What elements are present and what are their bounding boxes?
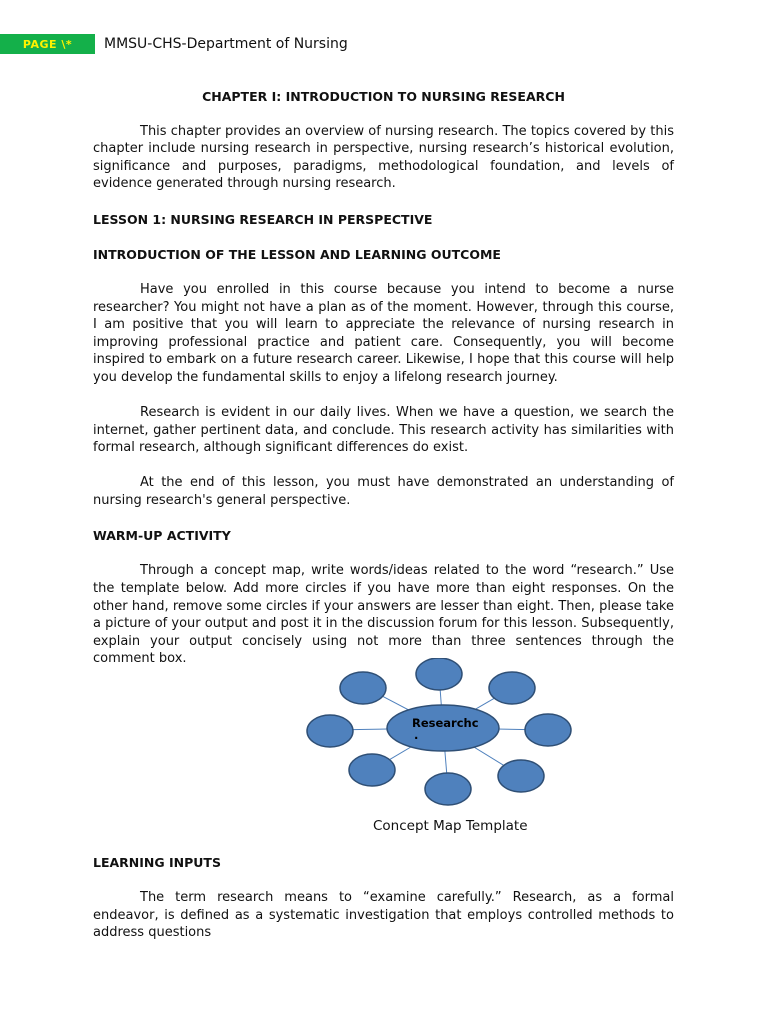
concept-circle bbox=[349, 754, 395, 786]
learning-inputs-paragraph: The term research means to “examine carefully.” Research, as a formal endeavor, is defined as a systematic investigation that employs controlled methods to address questions bbox=[93, 890, 674, 941]
concept-circle bbox=[340, 672, 386, 704]
lesson-title: LESSON 1: NURSING RESEARCH IN PERSPECTIVE bbox=[93, 211, 433, 227]
concept-circle bbox=[416, 658, 462, 690]
concept-circle bbox=[489, 672, 535, 704]
concept-map-figure bbox=[93, 668, 674, 854]
center-concept-label-dot: . bbox=[414, 728, 419, 742]
learning-inputs-heading: LEARNING INPUTS bbox=[93, 855, 221, 870]
intro-heading: INTRODUCTION OF THE LESSON AND LEARNING OUTCOME bbox=[93, 246, 501, 262]
department-title: MMSU-CHS-Department of Nursing bbox=[104, 36, 348, 52]
concept-map-diagram bbox=[303, 658, 583, 818]
intro-paragraph-2: Research is evident in our daily lives. When we have a question, we search the internet, gather pertinent data, and conclude. This research activity has similarities with formal research, although significant differences do exist. bbox=[93, 405, 674, 456]
page-header bbox=[0, 34, 768, 54]
warmup-paragraph: Through a concept map, write words/ideas related to the word “research.” Use the template below. Add more circles if you have more than eight responses. On the other hand, remove some circles if your answers are lesser than eight. Then, please take a picture of your output and post it in the discussion forum for this lesson. Subsequently, explain your output concisely using not more than three sentences through the comment box. bbox=[93, 563, 674, 667]
concept-circle bbox=[525, 714, 571, 746]
center-concept-label: Researchc bbox=[412, 716, 479, 730]
intro-paragraph-1: Have you enrolled in this course because you intend to become a nurse researcher? You might not have a plan as of the moment. However, through this course, I am positive that you will learn to appreciate the relevance of nursing research in improving professional practice and patient care. Consequently, you will become inspired to embark on a future research career. Likewise, I hope that this course will help you develop the fundamental skills to enjoy a lifelong research journey. bbox=[93, 281, 674, 385]
concept-map-caption: Concept Map Template bbox=[373, 818, 528, 834]
page-number-badge: PAGE \* bbox=[0, 34, 95, 54]
document-body bbox=[93, 88, 674, 960]
chapter-overview-paragraph: This chapter provides an overview of nursing research. The topics covered by this chapter include nursing research in perspective, nursing research’s historical evolution, significance and purposes, paradigms, methodological foundation, and levels of evidence generated through nursing research. bbox=[93, 123, 674, 192]
intro-paragraph-3: At the end of this lesson, you must have demonstrated an understanding of nursing research's general perspective. bbox=[93, 475, 674, 509]
concept-circle bbox=[425, 773, 471, 805]
concept-circle bbox=[307, 715, 353, 747]
concept-circle bbox=[498, 760, 544, 792]
chapter-title: CHAPTER I: INTRODUCTION TO NURSING RESEARCH bbox=[202, 89, 565, 104]
warmup-heading: WARM-UP ACTIVITY bbox=[93, 528, 231, 544]
